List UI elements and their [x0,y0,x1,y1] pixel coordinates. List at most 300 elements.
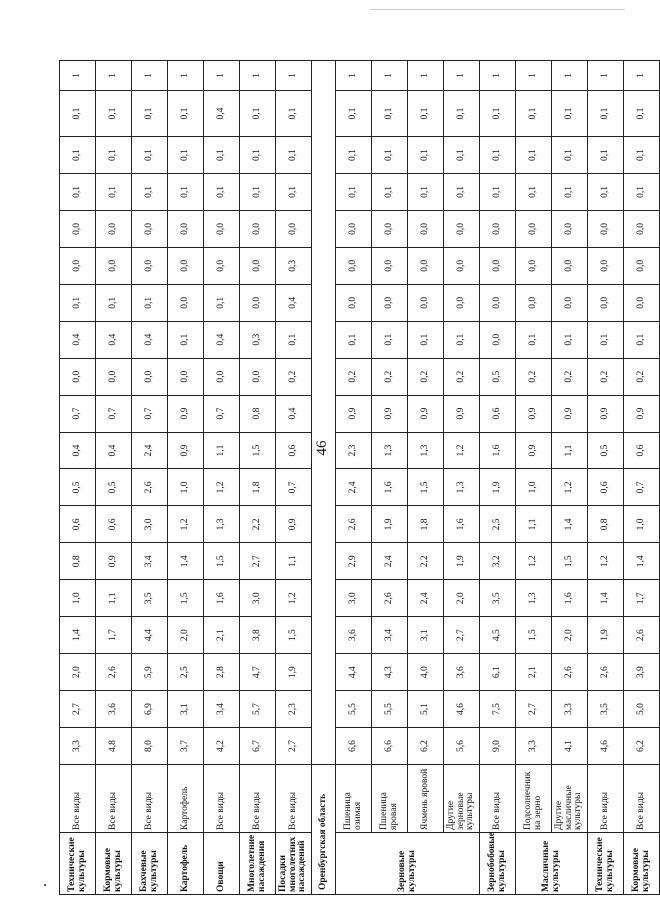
value-cell: 0,1 [480,137,516,174]
table-row [276,61,312,895]
value-cell: 0,0 [588,284,624,321]
value-cell: 1,3 [204,506,240,543]
value-cell: 1,1 [96,580,132,617]
table-row [444,61,480,895]
value-cell: 4,6 [588,728,624,765]
value-cell: 0,1 [372,174,408,211]
value-cell: 0,0 [336,284,372,321]
crop-cell: Технические культуры [60,833,96,895]
value-cell: 0,8 [240,395,276,432]
table-row [372,61,408,895]
crop-cell: Технические культуры [588,833,624,895]
value-cell: 0,1 [444,174,480,211]
value-cell: 1 [240,61,276,91]
value-cell: 1,2 [168,506,204,543]
crop-cell: Кормовые культуры [96,833,132,895]
value-cell: 2,6 [588,654,624,691]
value-cell: 1 [276,61,312,91]
table-row [240,61,276,895]
value-cell: 0,1 [516,137,552,174]
value-cell: 0,0 [60,358,96,395]
value-cell: 1,2 [204,469,240,506]
value-cell: 3,6 [336,617,372,654]
value-cell: 2,1 [204,617,240,654]
value-cell: 0,1 [204,137,240,174]
subtype-cell: Все виды [480,765,516,833]
value-cell: 0,9 [588,395,624,432]
table-row [60,61,96,895]
table-row [624,61,660,895]
value-cell: 0,1 [276,174,312,211]
value-cell: 0,1 [60,91,96,137]
value-cell: 4,0 [408,654,444,691]
value-cell: 2,0 [444,580,480,617]
value-cell: 0,1 [408,321,444,358]
value-cell: 0,2 [552,358,588,395]
value-cell: 0,5 [480,358,516,395]
value-cell: 0,7 [132,395,168,432]
value-cell: 1,3 [516,580,552,617]
value-cell: 0,1 [60,284,96,321]
value-cell: 0,0 [552,247,588,284]
value-cell: 1,9 [480,469,516,506]
value-cell: 0,9 [336,395,372,432]
value-cell: 4,5 [480,617,516,654]
value-cell: 0,1 [336,137,372,174]
value-cell: 0,1 [408,174,444,211]
value-cell: 4,8 [96,728,132,765]
value-cell: 1,2 [276,580,312,617]
value-cell: 0,6 [624,432,660,469]
value-cell: 1,6 [444,506,480,543]
value-cell: 3,4 [372,617,408,654]
value-cell: 0,0 [168,358,204,395]
value-cell: 0,0 [204,210,240,247]
value-cell: 1,4 [588,580,624,617]
value-cell: 0,0 [168,210,204,247]
value-cell: 1,4 [60,617,96,654]
value-cell: 0,4 [204,321,240,358]
rotated-table-wrapper [59,60,651,895]
value-cell: 0,2 [444,358,480,395]
value-cell: 0,5 [60,469,96,506]
value-cell: 2,7 [240,543,276,580]
crop-cell: Бахчевые культуры [132,833,168,895]
value-cell: 5,7 [240,691,276,728]
value-cell: 0,0 [444,247,480,284]
value-cell: 0,7 [96,395,132,432]
value-cell: 0,1 [204,284,240,321]
value-cell: 0,1 [240,137,276,174]
value-cell: 1,5 [204,543,240,580]
value-cell: 0,1 [624,91,660,137]
value-cell: 6,6 [372,728,408,765]
value-cell: 0,0 [480,210,516,247]
value-cell: 1 [444,61,480,91]
value-cell: 0,1 [408,91,444,137]
value-cell: 0,8 [60,543,96,580]
value-cell: 1,1 [276,543,312,580]
value-cell: 1 [204,61,240,91]
value-cell: 1,0 [60,580,96,617]
value-cell: 0,1 [444,91,480,137]
region-cell: Оренбургская область [312,765,336,895]
value-cell: 3,9 [624,654,660,691]
value-cell: 0,2 [624,358,660,395]
value-cell: 2,4 [408,580,444,617]
value-cell: 3,5 [588,691,624,728]
value-cell: 2,8 [204,654,240,691]
value-cell: 1 [408,61,444,91]
value-cell: 3,7 [168,728,204,765]
value-cell: 0,9 [372,395,408,432]
subtype-cell: Все виды [60,765,96,833]
value-cell: 6,6 [336,728,372,765]
value-cell: 0,0 [408,284,444,321]
value-cell: 0,2 [516,358,552,395]
value-cell: 0,6 [96,506,132,543]
value-cell: 2,2 [408,543,444,580]
value-cell: 0,0 [276,210,312,247]
value-cell: 0,0 [408,247,444,284]
value-cell: 0,4 [96,321,132,358]
value-cell: 0,1 [588,174,624,211]
value-cell: 3,2 [480,543,516,580]
value-cell: 3,0 [132,506,168,543]
value-cell: 1,4 [552,506,588,543]
value-cell: 1 [516,61,552,91]
value-cell: 1,6 [552,580,588,617]
value-cell: 4,2 [204,728,240,765]
value-cell: 4,7 [240,654,276,691]
value-cell: 0,6 [276,432,312,469]
value-cell: 5,0 [624,691,660,728]
value-cell: 0,1 [168,137,204,174]
value-cell: 1,1 [204,432,240,469]
value-cell: 0,6 [60,506,96,543]
value-cell: 0,1 [372,91,408,137]
value-cell: 0,2 [372,358,408,395]
value-cell: 2,3 [276,691,312,728]
value-cell: 0,4 [60,321,96,358]
value-cell: 0,9 [516,395,552,432]
value-cell: 0,1 [588,91,624,137]
value-cell: 2,7 [276,728,312,765]
value-cell: 1,1 [552,432,588,469]
value-cell: 1,2 [552,469,588,506]
value-cell: 0,0 [240,358,276,395]
value-cell: 2,0 [60,654,96,691]
value-cell: 0,1 [276,137,312,174]
value-cell: 2,6 [132,469,168,506]
value-cell: 3,1 [168,691,204,728]
value-cell: 3,3 [60,728,96,765]
value-cell: 0,6 [588,469,624,506]
value-cell: 0,1 [444,321,480,358]
value-cell: 2,6 [96,654,132,691]
table-row [204,61,240,895]
table-row [552,61,588,895]
value-cell: 0,0 [132,210,168,247]
value-cell: 0,0 [444,284,480,321]
table-row [480,61,516,895]
value-cell: 0,2 [408,358,444,395]
value-cell: 0,0 [336,247,372,284]
value-cell: 0,1 [276,91,312,137]
value-cell: 0,9 [168,395,204,432]
value-cell: 0,1 [372,137,408,174]
value-cell: 0,0 [240,247,276,284]
value-cell: 0,0 [480,321,516,358]
region-blank-cell [312,61,336,765]
value-cell: 0,1 [480,91,516,137]
value-cell: 3,0 [336,580,372,617]
value-cell: 0,0 [372,247,408,284]
value-cell: 0,2 [588,358,624,395]
value-cell: 0,1 [480,174,516,211]
value-cell: 5,6 [444,728,480,765]
value-cell: 0,1 [168,321,204,358]
value-cell: 2,7 [60,691,96,728]
crop-cell: Картофель [168,833,204,895]
subtype-cell: Все виды [240,765,276,833]
value-cell: 0,0 [96,247,132,284]
value-cell: 5,5 [372,691,408,728]
value-cell: 0,7 [204,395,240,432]
value-cell: 3,6 [444,654,480,691]
value-cell: 0,1 [588,321,624,358]
value-cell: 0,0 [444,210,480,247]
value-cell: 2,6 [336,506,372,543]
value-cell: 3,3 [552,691,588,728]
value-cell: 3,5 [480,580,516,617]
value-cell: 0,0 [624,247,660,284]
subtype-cell: Все виды [624,765,660,833]
value-cell: 5,5 [336,691,372,728]
value-cell: 1,3 [408,432,444,469]
subtype-cell: Все виды [96,765,132,833]
value-cell: 3,0 [240,580,276,617]
value-cell: 0,0 [204,247,240,284]
value-cell: 0,0 [372,284,408,321]
value-cell: 0,3 [240,321,276,358]
table-row [132,61,168,895]
value-cell: 0,1 [444,137,480,174]
value-cell: 1,5 [240,432,276,469]
value-cell: 2,0 [168,617,204,654]
region-row [312,61,336,895]
value-cell: 1 [588,61,624,91]
coefficients-table [59,60,660,895]
value-cell: 0,1 [132,137,168,174]
value-cell: 0,4 [96,432,132,469]
value-cell: 0,0 [480,284,516,321]
value-cell: 0,6 [480,395,516,432]
value-cell: 1,9 [276,654,312,691]
value-cell: 1,5 [168,580,204,617]
value-cell: 1,5 [408,469,444,506]
table-row [588,61,624,895]
value-cell: 6,2 [408,728,444,765]
value-cell: 0,0 [516,284,552,321]
value-cell: 1,2 [444,432,480,469]
value-cell: 0,5 [96,469,132,506]
value-cell: 0,1 [516,91,552,137]
value-cell: 2,2 [240,506,276,543]
value-cell: 0,0 [336,210,372,247]
value-cell: 0,3 [276,247,312,284]
value-cell: 2,1 [516,654,552,691]
value-cell: 2,6 [624,617,660,654]
crop-cell: Посадки многолетних насаждений [276,833,312,895]
value-cell: 0,0 [480,247,516,284]
value-cell: 4,1 [552,728,588,765]
crop-cell: Зерновые культуры [336,833,480,895]
value-cell: 7,5 [480,691,516,728]
value-cell: 2,7 [444,617,480,654]
value-cell: 0,1 [240,91,276,137]
value-cell: 3,4 [204,691,240,728]
value-cell: 3,8 [240,617,276,654]
value-cell: 2,4 [372,543,408,580]
value-cell: 4,4 [132,617,168,654]
value-cell: 0,2 [336,358,372,395]
value-cell: 1 [168,61,204,91]
value-cell: 8,0 [132,728,168,765]
value-cell: 0,1 [168,91,204,137]
value-cell: 0,1 [408,137,444,174]
value-cell: 1 [96,61,132,91]
value-cell: 0,1 [336,321,372,358]
value-cell: 0,1 [624,174,660,211]
value-cell: 0,4 [276,284,312,321]
value-cell: 2,5 [480,506,516,543]
value-cell: 1 [60,61,96,91]
value-cell: 1,2 [516,543,552,580]
value-cell: 1,3 [444,469,480,506]
value-cell: 0,1 [516,174,552,211]
value-cell: 1 [336,61,372,91]
value-cell: 1,0 [168,469,204,506]
subtype-cell: Все виды [132,765,168,833]
crop-cell: Масличные культуры [516,833,588,895]
value-cell: 1,4 [168,543,204,580]
value-cell: 0,1 [336,174,372,211]
value-cell: 1,1 [516,506,552,543]
value-cell: 9,0 [480,728,516,765]
value-cell: 0,5 [588,432,624,469]
value-cell: 6,9 [132,691,168,728]
value-cell: 0,0 [624,210,660,247]
value-cell: 1,5 [516,617,552,654]
value-cell: 0,0 [408,210,444,247]
value-cell: 0,9 [444,395,480,432]
value-cell: 1,5 [552,543,588,580]
subtype-cell: Подсолнечник на зерно [516,765,552,833]
value-cell: 0,1 [588,137,624,174]
value-cell: 0,0 [552,210,588,247]
crop-cell: Овощи [204,833,240,895]
value-cell: 5,9 [132,654,168,691]
value-cell: 0,1 [96,284,132,321]
value-cell: 0,0 [240,284,276,321]
value-cell: 3,5 [132,580,168,617]
value-cell: 0,1 [60,137,96,174]
value-cell: 0,0 [552,284,588,321]
table-row [408,61,444,895]
value-cell: 0,1 [132,91,168,137]
value-cell: 1,6 [480,432,516,469]
value-cell: 0,0 [96,210,132,247]
value-cell: 0,1 [168,174,204,211]
value-cell: 1,8 [408,506,444,543]
value-cell: 0,1 [132,174,168,211]
value-cell: 1 [132,61,168,91]
page-number: 46 [314,440,330,456]
value-cell: 1,9 [372,506,408,543]
crop-cell: Кормовые культуры [624,833,660,895]
value-cell: 0,0 [168,284,204,321]
value-cell: 3,6 [96,691,132,728]
value-cell: 0,7 [624,469,660,506]
value-cell: 2,4 [336,469,372,506]
value-cell: 0,0 [372,210,408,247]
crop-cell: Зернобобовые культуры [480,833,516,895]
table-row [96,61,132,895]
table-row [168,61,204,895]
value-cell: 2,6 [372,580,408,617]
value-cell: 0,4 [276,395,312,432]
value-cell: 1 [624,61,660,91]
value-cell: 2,7 [516,691,552,728]
crop-cell: Многолетние насаждения [240,833,276,895]
value-cell: 0,4 [132,321,168,358]
value-cell: 2,3 [336,432,372,469]
subtype-cell: Пшеница озимая [336,765,372,833]
value-cell: 4,6 [444,691,480,728]
value-cell: 0,1 [516,321,552,358]
value-cell: 0,0 [132,247,168,284]
value-cell: 3,4 [132,543,168,580]
value-cell: 0,9 [624,395,660,432]
table-row [336,61,372,895]
value-cell: 0,1 [624,321,660,358]
value-cell: 0,0 [588,210,624,247]
document-table-area [59,60,651,895]
subtype-cell: Все виды [276,765,312,833]
subtype-cell: Все виды [204,765,240,833]
value-cell: 6,1 [480,654,516,691]
value-cell: 0,0 [60,247,96,284]
value-cell: 0,1 [276,321,312,358]
value-cell: 2,9 [336,543,372,580]
value-cell: 0,2 [276,358,312,395]
value-cell: 1,9 [588,617,624,654]
margin-mark [44,884,46,886]
value-cell: 0,0 [60,210,96,247]
value-cell: 4,3 [372,654,408,691]
value-cell: 1,8 [240,469,276,506]
value-cell: 0,1 [372,321,408,358]
table-row [516,61,552,895]
value-cell: 0,4 [204,91,240,137]
value-cell: 1,6 [372,469,408,506]
value-cell: 0,0 [204,358,240,395]
value-cell: 0,8 [588,506,624,543]
value-cell: 1,7 [624,580,660,617]
value-cell: 0,1 [552,91,588,137]
value-cell: 1,5 [276,617,312,654]
